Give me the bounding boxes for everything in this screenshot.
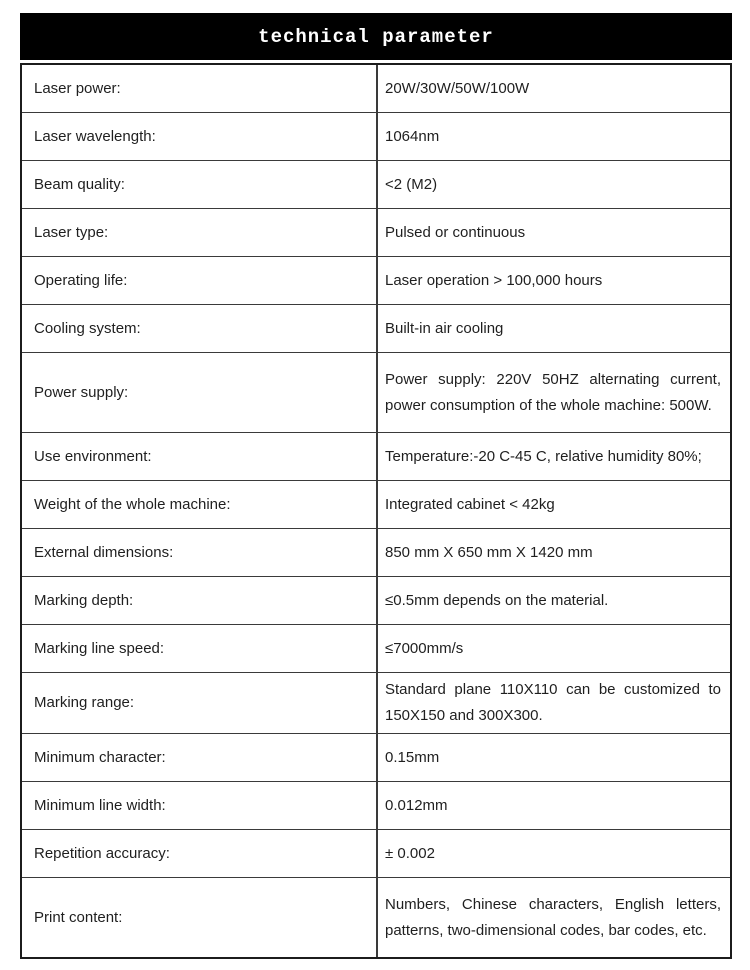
param-value: Integrated cabinet < 42kg (385, 495, 555, 513)
param-label: Cooling system: (34, 319, 141, 337)
param-label: Repetition accuracy: (34, 844, 170, 862)
param-value: Power supply: 220V 50HZ alternating current, power consumption of the whole machine: 500W. (385, 370, 721, 414)
table-row-operating-life (22, 257, 730, 305)
table-row-marking-line-speed (22, 625, 730, 673)
table-row-laser-power (22, 65, 730, 113)
table-row-laser-type (22, 209, 730, 257)
param-value-cell (378, 673, 730, 733)
param-label-cell (22, 161, 378, 208)
param-value: 20W/30W/50W/100W (385, 79, 530, 97)
param-label-cell (22, 878, 378, 957)
table-row-marking-range (22, 673, 730, 734)
param-value: 0.012mm (385, 796, 448, 814)
param-value-cell (378, 433, 730, 480)
param-value-cell (378, 878, 730, 957)
param-value-cell (378, 625, 730, 672)
param-label-cell (22, 782, 378, 829)
param-label: Operating life: (34, 271, 128, 289)
param-label-cell (22, 830, 378, 877)
param-value-cell (378, 113, 730, 160)
param-value: 0.15mm (385, 748, 440, 766)
param-label-cell (22, 529, 378, 576)
param-value-cell (378, 305, 730, 352)
param-label-cell (22, 673, 378, 733)
param-label: Use environment: (34, 447, 152, 465)
param-label-cell (22, 65, 378, 112)
param-label: Weight of the whole machine: (34, 495, 231, 513)
table-row-beam-quality (22, 161, 730, 209)
param-value-cell (378, 353, 730, 432)
param-value: ≤7000mm/s (385, 639, 464, 657)
param-label: Power supply: (34, 383, 129, 401)
table-row-machine-weight (22, 481, 730, 529)
table-title: technical parameter (258, 25, 494, 48)
param-value-cell (378, 529, 730, 576)
param-label-cell (22, 577, 378, 624)
param-label-cell (22, 353, 378, 432)
param-value-cell (378, 161, 730, 208)
param-label: Marking line speed: (34, 639, 165, 657)
param-value-cell (378, 577, 730, 624)
table-row-print-content (22, 878, 730, 957)
param-value: <2 (M2) (385, 175, 438, 193)
param-value-cell (378, 481, 730, 528)
table-row-minimum-character (22, 734, 730, 782)
param-label-cell (22, 625, 378, 672)
param-label-cell (22, 209, 378, 256)
table-row-marking-depth (22, 577, 730, 625)
param-value: Pulsed or continuous (385, 223, 526, 241)
spec-sheet (20, 13, 732, 959)
param-value: ± 0.002 (385, 844, 435, 862)
param-value-cell (378, 782, 730, 829)
param-label-cell (22, 734, 378, 781)
param-value-cell (378, 257, 730, 304)
param-value-cell (378, 209, 730, 256)
param-label-cell (22, 113, 378, 160)
param-label: Print content: (34, 908, 123, 926)
param-value: Built-in air cooling (385, 319, 504, 337)
param-label: Marking depth: (34, 591, 134, 609)
param-value-cell (378, 734, 730, 781)
param-value-cell (378, 830, 730, 877)
param-value: Temperature:-20 C-45 C, relative humidity 80%; (385, 447, 702, 465)
param-label: Minimum character: (34, 748, 166, 766)
param-value: Standard plane 110X110 can be customized to 150X150 and 300X300. (385, 681, 721, 724)
param-label: Marking range: (34, 694, 135, 711)
spec-table (20, 63, 732, 959)
param-label-cell (22, 481, 378, 528)
param-value-cell (378, 65, 730, 112)
param-label: Laser power: (34, 79, 121, 97)
table-row-minimum-line-width (22, 782, 730, 830)
table-header-bar (20, 13, 732, 60)
table-row-power-supply (22, 353, 730, 433)
param-value: ≤0.5mm depends on the material. (385, 591, 609, 609)
param-label: External dimensions: (34, 543, 174, 561)
param-value: Laser operation > 100,000 hours (385, 271, 603, 289)
param-label: Laser type: (34, 223, 109, 241)
param-label: Laser wavelength: (34, 127, 156, 145)
param-value: Numbers, Chinese characters, English letters, patterns, two-dimensional codes, bar codes, etc. (385, 895, 721, 939)
table-row-use-environment (22, 433, 730, 481)
table-row-external-dimensions (22, 529, 730, 577)
param-value: 850 mm X 650 mm X 1420 mm (385, 543, 593, 561)
param-label: Minimum line width: (34, 796, 166, 814)
param-value: 1064nm (385, 127, 440, 145)
param-label-cell (22, 433, 378, 480)
table-row-cooling-system (22, 305, 730, 353)
param-label: Beam quality: (34, 175, 125, 193)
param-label-cell (22, 257, 378, 304)
param-label-cell (22, 305, 378, 352)
table-row-repetition-accuracy (22, 830, 730, 878)
table-row-laser-wavelength (22, 113, 730, 161)
